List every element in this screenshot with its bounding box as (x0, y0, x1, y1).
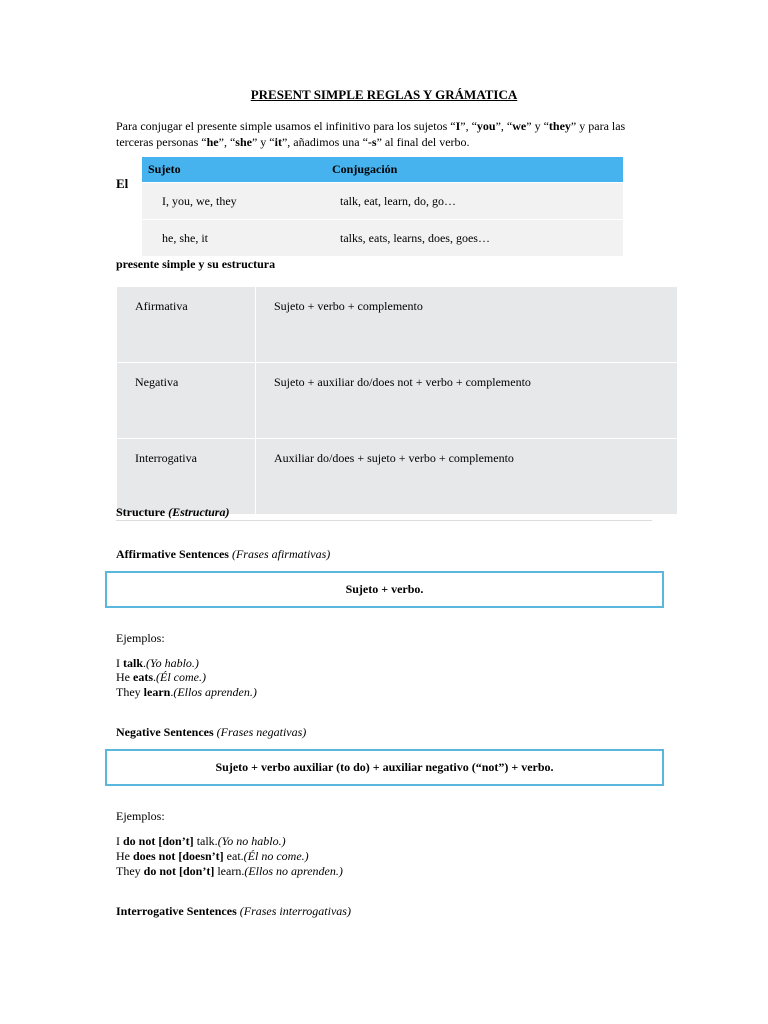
table-row (142, 183, 623, 220)
example-line: He does not [doesn’t] eat.(Él no come.) (116, 849, 309, 863)
el-word: El (116, 176, 129, 191)
subject-cell: I, you, we, they (142, 183, 326, 220)
subject-cell: he, she, it (142, 220, 326, 257)
form-cell: Negativa (117, 363, 256, 439)
header-sujeto: Sujeto (142, 157, 326, 183)
affirmative-formula-box: Sujeto + verbo. (105, 571, 664, 608)
example-line: They learn.(Ellos aprenden.) (116, 685, 257, 699)
page-title: PRESENT SIMPLE REGLAS Y GRÁMATICA (250, 87, 518, 102)
formula-cell: Sujeto + auxiliar do/does not + verbo + complemento (256, 363, 678, 439)
intro-paragraph: Para conjugar el presente simple usamos el infinitivo para los sujetos “I”, “you”, “we” y “they” y para las terceras personas “he”, “she” y “it”, añadimos una “-s” al final del verbo. (116, 119, 626, 149)
structure-table (116, 286, 678, 515)
structure-subtitle: presente simple y su estructura (116, 257, 276, 271)
examples-label: Ejemplos: (116, 809, 165, 823)
form-cell: Afirmativa (117, 287, 256, 363)
formula-cell: Sujeto + verbo + complemento (256, 287, 678, 363)
examples-label: Ejemplos: (116, 631, 165, 645)
example-line: I talk.(Yo hablo.) (116, 656, 199, 670)
interrogative-heading: Interrogative Sentences (Frases interrogativas) (116, 904, 351, 918)
header-conjugacion: Conjugación (326, 157, 623, 183)
table-row (117, 287, 678, 363)
conjugation-cell: talks, eats, learns, does, goes… (326, 220, 623, 257)
negative-formula-box: Sujeto + verbo auxiliar (to do) + auxiliar negativo (“not”) + verbo. (105, 749, 664, 786)
divider (116, 520, 652, 521)
conjugation-cell: talk, eat, learn, do, go… (326, 183, 623, 220)
structure-heading: Structure (Estructura) (116, 505, 230, 519)
table-row (117, 439, 678, 515)
formula-cell: Auxiliar do/does + sujeto + verbo + complemento (256, 439, 678, 515)
form-cell: Interrogativa (117, 439, 256, 515)
table-row (117, 363, 678, 439)
example-line: I do not [don’t] talk.(Yo no hablo.) (116, 834, 286, 848)
negative-heading: Negative Sentences (Frases negativas) (116, 725, 307, 739)
table-row (142, 220, 623, 257)
example-line: He eats.(Él come.) (116, 670, 206, 684)
conjugation-table (142, 157, 623, 256)
affirmative-heading: Affirmative Sentences (Frases afirmativas) (116, 547, 331, 561)
example-line: They do not [don’t] learn.(Ellos no aprenden.) (116, 864, 343, 878)
